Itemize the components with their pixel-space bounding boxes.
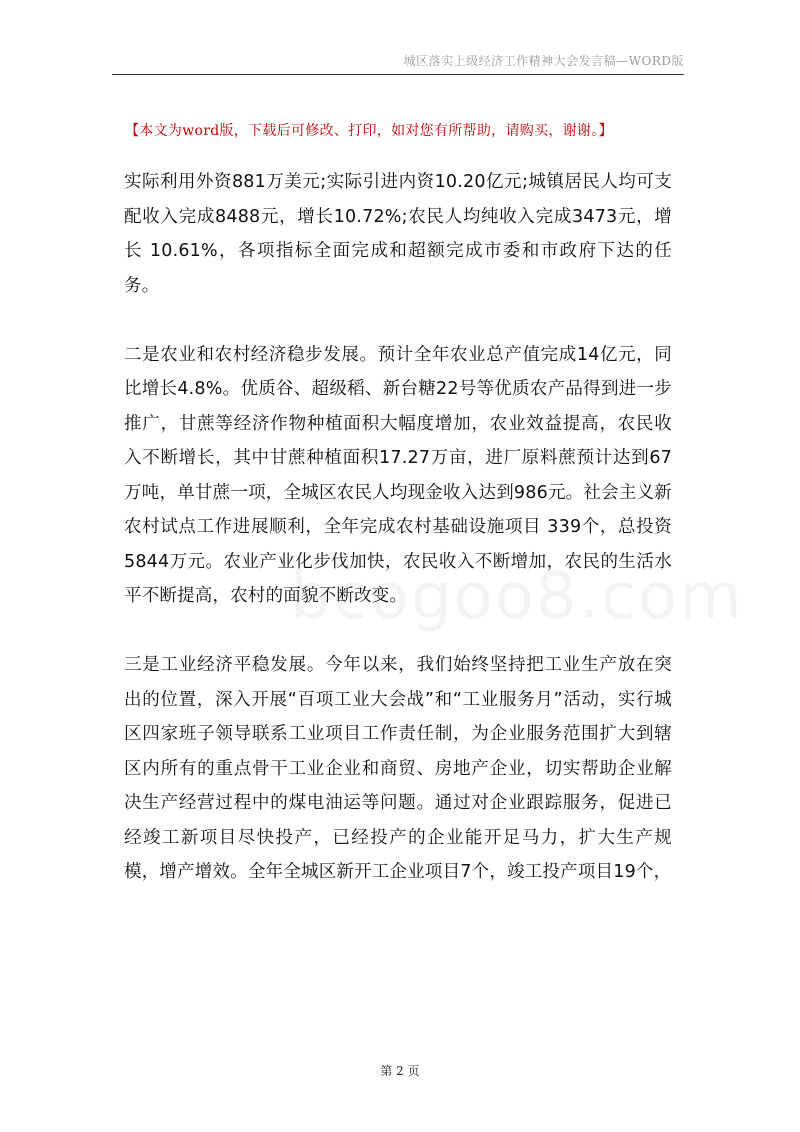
- paragraph-2: 二是农业和农村经济稳步发展。预计全年农业总产值完成14亿元，同比增长4.8%。优质谷、超级稻、新台糖22号等优质农产品得到进一步推广，甘蔗等经济作物种植面积大幅度增加，农业效益提高，农民收入不断增长，其中甘蔗种植面积17.27万亩，进厂原料蔗预计达到67万吨，单甘蔗一项，全城区农民人均现金收入达到986元。社会主义新农村试点工作进展顺利，全年完成农村基础设施项目 339个，总投资5844万元。农业产业化步伐加快，农民收入不断增加，农民的生活水平不断提高，农村的面貌不断改变。: [124, 344, 672, 606]
- page-number: 第 2 页: [380, 1064, 420, 1078]
- document-body: [124, 165, 672, 890]
- purchase-notice: 【本文为word版，下载后可修改、打印，如对您有所帮助，请购买，谢谢。】: [125, 123, 613, 139]
- header-divider: [112, 74, 684, 75]
- paragraph-1: 实际利用外资881万美元;实际引进内资10.20亿元;城镇居民人均可支配收入完成8488元，增长10.72%;农民人均纯收入完成3473元，增长 10.61%，各项指标全面完成和超额完成市委和市政府下达的任务。: [124, 172, 672, 296]
- paragraph-3: 三是工业经济平稳发展。今年以来，我们始终坚持把工业生产放在突出的位置，深入开展“百项工业大会战”和“工业服务月”活动，实行城区四家班子领导联系工业项目工作责任制，为企业服务范围扩大到辖区内所有的重点骨干工业企业和商贸、房地产企业，切实帮助企业解决生产经营过程中的煤电油运等问题。通过对企业跟踪服务，促进已经竣工新项目尽快投产，已经投产的企业能开足马力，扩大生产规模，增产增效。全年全城区新开工企业项目7个，竣工投产项目19个，: [124, 655, 672, 882]
- running-header: 城区落实上级经济工作精神大会发言稿—WORD版: [403, 54, 684, 68]
